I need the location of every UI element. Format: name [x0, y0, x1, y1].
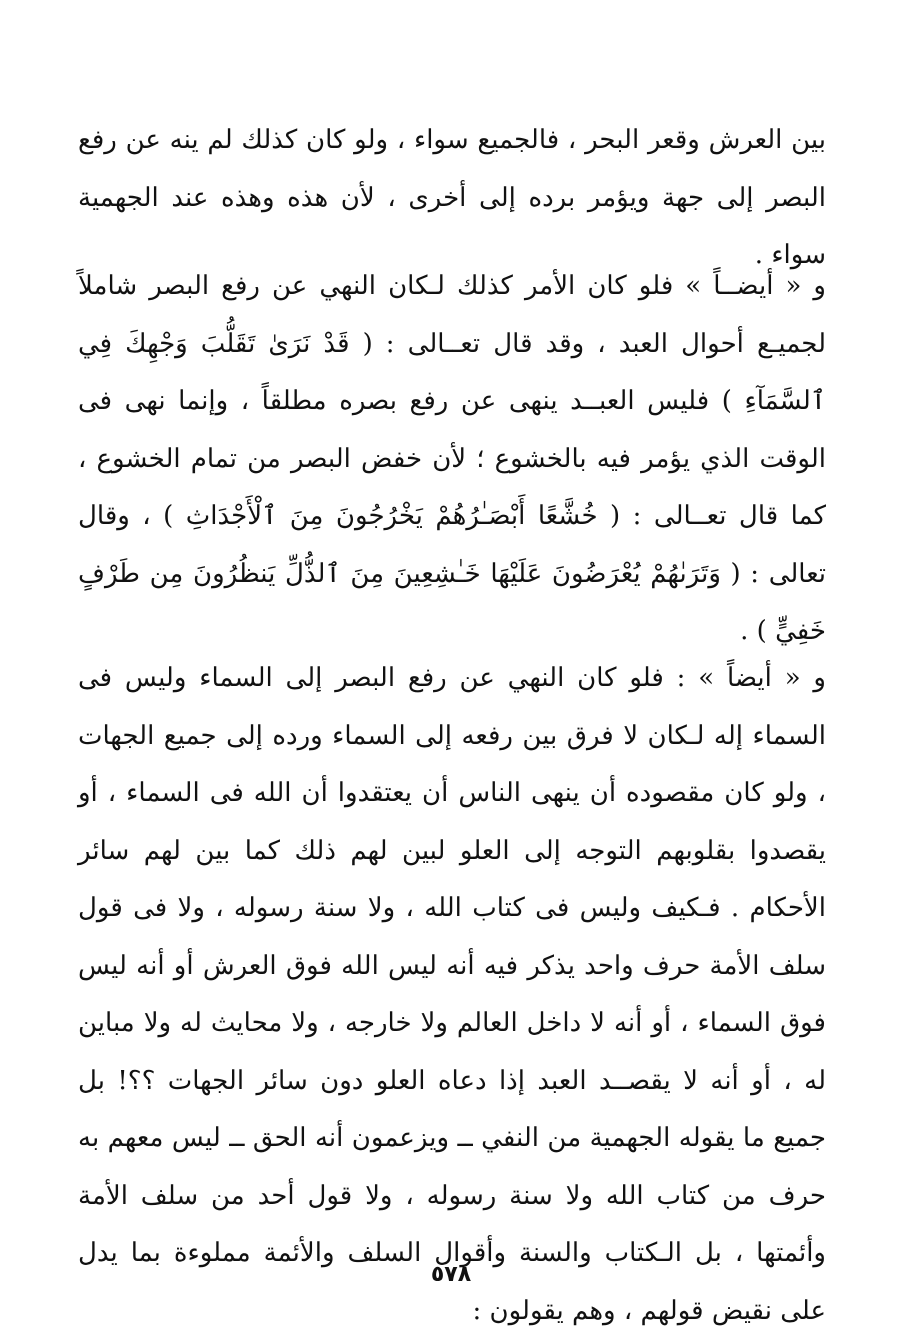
- paragraph-2-text: و « أيضــاً » فلو كان الأمر كذلك لـكان النهي عن رفع البصر شاملاً لجميـع أحوال العبد ، وقد قال تعــالى : ( قَدْ نَرَىٰ تَقَلُّبَ وَجْهِكَ فِي ٱلسَّمَآءِ ) فليس العبــد ينهى عن رفع بصره مطلقاً ، وإنما نهى فى الوقت الذي يؤمر فيه بالخشوع ؛ لأن خفض البصر من تمام الخشوع ، كما قال تعــالى : ( خُشَّعًا أَبْصَـٰرُهُمْ يَخْرُجُونَ مِنَ ٱلْأَجْدَاثِ ) ، وقال تعالى : ( وَتَرَىٰهُمْ يُعْرَضُونَ عَلَيْهَا خَـٰشِعِينَ مِنَ ٱلذُّلِّ يَنظُرُونَ مِن طَرْفٍ خَفِيٍّ ) .: [78, 271, 826, 646]
- paragraph-2: [78, 258, 826, 661]
- paragraph-3: [78, 650, 826, 1340]
- paragraph-1-text: بين العرش وقعر البحر ، فالجميع سواء ، ولو كان كذلك لم ينه عن رفع البصر إلى جهة ويؤمر برده إلى أخرى ، لأن هذه وهذه عند الجهمية سواء .: [78, 125, 826, 270]
- paragraph-3-text: و « أيضاً » : فلو كان النهي عن رفع البصر إلى السماء وليس فى السماء إله لـكان لا فرق بين رفعه إلى السماء ورده إلى جميع الجهات ، ولو كان مقصوده أن ينهى الناس أن يعتقدوا أن الله فى السماء ، أو يقصدوا بقلوبهم التوجه إلى العلو لبين لهم ذلك كما بين لهم سائر الأحكام . فـكيف وليس فى كتاب الله ، ولا سنة رسوله ، ولا فى قول سلف الأمة حرف واحد يذكر فيه أنه ليس الله فوق العرش أو أنه ليس فوق السماء ، أو أنه لا داخل العالم ولا خارجه ، ولا محايث له ولا مباين له ، أو أنه لا يقصــد العبد إذا دعاه العلو دون سائر الجهات ؟؟! بل جميع ما يقوله الجهمية من النفي ــ ويزعمون أنه الحق ــ ليس معهم به حرف من كتاب الله ولا سنة رسوله ، ولا قول أحد من سلف الأمة وأئمتها ، بل الـكتاب والسنة وأقوال السلف والأئمة مملوءة بما يدل على نقيض قولهم ، وهم يقولون :: [78, 663, 826, 1326]
- page-number: ٥٧٨: [430, 1262, 472, 1287]
